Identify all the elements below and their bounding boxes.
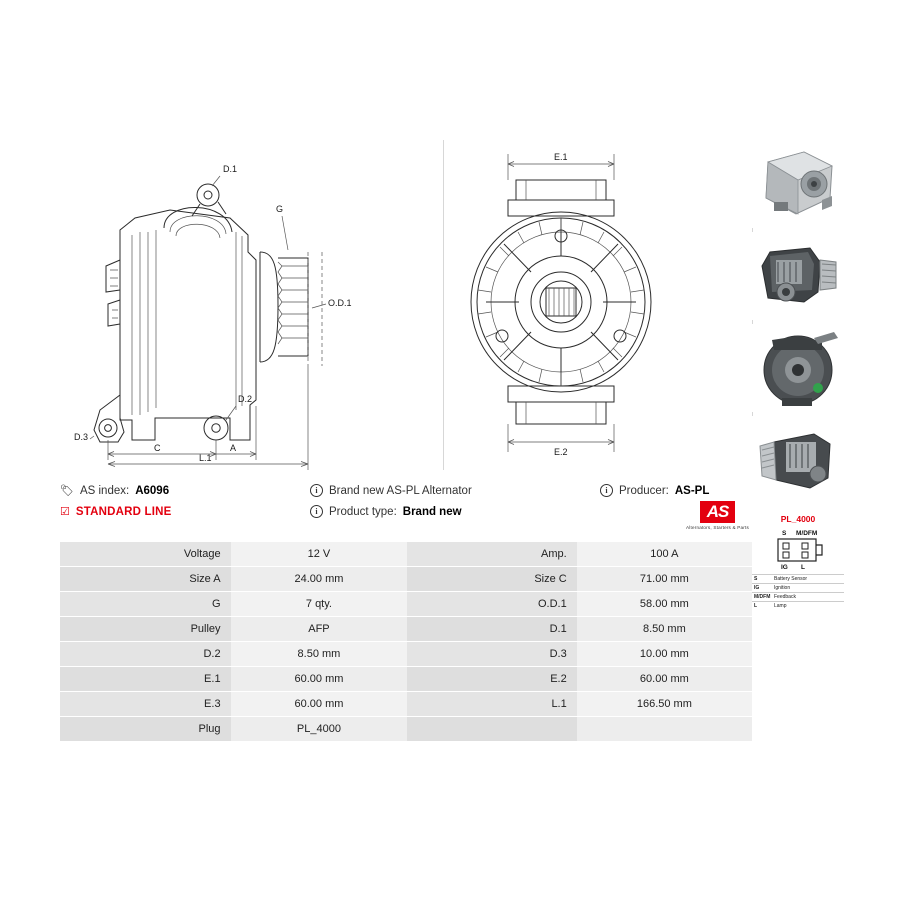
- spec-value: 60.00 mm: [231, 692, 408, 717]
- spec-value: 24.00 mm: [231, 567, 408, 592]
- svg-text:D.3: D.3: [74, 432, 89, 442]
- plug-legend-desc: Feedback: [774, 594, 796, 600]
- info-icon: i: [310, 505, 323, 518]
- standard-line-label: STANDARD LINE: [75, 505, 172, 518]
- brand-new-line: [310, 484, 600, 497]
- info-icon: i: [600, 484, 613, 497]
- producer-value: AS-PL: [674, 484, 710, 497]
- plug-legend-key: IG: [754, 585, 760, 591]
- svg-text:E.2: E.2: [554, 447, 568, 457]
- spec-key: D.3: [407, 642, 576, 667]
- product-photo-2[interactable]: [752, 232, 844, 320]
- spec-value: 71.00 mm: [577, 567, 752, 592]
- plug-legend-key: L: [754, 603, 758, 609]
- checkbox-checked-icon: ☑: [60, 506, 70, 518]
- spec-key: E.1: [60, 667, 231, 692]
- info-column-index: [60, 484, 310, 518]
- product-type-line: [310, 505, 600, 518]
- as-pl-logo-subtitle: Alternators, Starters & Parts: [686, 525, 749, 530]
- product-photo-4[interactable]: [752, 416, 844, 504]
- plug-connector-icon: [752, 527, 844, 571]
- drawing-divider-left: [443, 140, 444, 470]
- spec-value: 166.50 mm: [577, 692, 752, 717]
- plug-legend-key: M/DFM: [754, 594, 771, 600]
- producer-line: [600, 484, 709, 497]
- producer-label: Producer:: [619, 484, 669, 497]
- svg-text:E.1: E.1: [554, 152, 568, 162]
- svg-text:A: A: [230, 443, 237, 453]
- table-row: [60, 617, 752, 642]
- table-row: [60, 542, 752, 567]
- spec-value: 12 V: [231, 542, 408, 567]
- product-photo-rail: [752, 140, 844, 610]
- svg-text:S: S: [782, 530, 787, 537]
- brand-new-text: Brand new AS-PL Alternator: [329, 484, 472, 497]
- svg-text:O.D.1: O.D.1: [328, 298, 352, 308]
- product-info-bar: [60, 484, 840, 530]
- spec-value: 100 A: [577, 542, 752, 567]
- svg-text:L.1: L.1: [199, 453, 212, 463]
- plug-legend-row: [752, 574, 844, 583]
- product-type-value: Brand new: [402, 505, 462, 518]
- table-row: [60, 642, 752, 667]
- info-column-type: [310, 484, 600, 518]
- svg-text:IG: IG: [781, 564, 788, 571]
- spec-key: E.2: [407, 667, 576, 692]
- table-row: [60, 592, 752, 617]
- spec-value: 8.50 mm: [231, 642, 408, 667]
- product-photo-1[interactable]: [752, 140, 844, 228]
- plug-title: PL_4000: [780, 514, 816, 524]
- spec-value: 8.50 mm: [577, 617, 752, 642]
- plug-legend-row: [752, 583, 844, 592]
- product-sheet: [60, 140, 840, 742]
- technical-drawings: [60, 140, 840, 470]
- spec-key: Pulley: [60, 617, 231, 642]
- svg-text:D.1: D.1: [223, 164, 238, 174]
- as-index-value: A6096: [135, 484, 170, 497]
- spec-value: 58.00 mm: [577, 592, 752, 617]
- info-icon: i: [310, 484, 323, 497]
- plug-legend: [752, 574, 844, 610]
- spec-value: PL_4000: [231, 717, 408, 742]
- spec-key: L.1: [407, 692, 576, 717]
- plug-legend-desc: Lamp: [774, 603, 787, 609]
- svg-text:C: C: [154, 443, 161, 453]
- spec-key: [407, 717, 576, 742]
- front-view-drawing: [456, 140, 746, 470]
- spec-key: Size C: [407, 567, 576, 592]
- spec-value: 60.00 mm: [231, 667, 408, 692]
- spec-key: D.1: [407, 617, 576, 642]
- as-index-line: [60, 484, 310, 497]
- spec-key: Size A: [60, 567, 231, 592]
- plug-legend-desc: Battery Sensor: [774, 576, 808, 582]
- table-row: [60, 692, 752, 717]
- product-type-label: Product type:: [329, 505, 397, 518]
- svg-text:M/DFM: M/DFM: [796, 530, 818, 537]
- spec-key: G: [60, 592, 231, 617]
- plug-legend-row: [752, 601, 844, 610]
- spec-value: 7 qty.: [231, 592, 408, 617]
- spec-value: [577, 717, 752, 742]
- spec-key: Amp.: [407, 542, 576, 567]
- plug-legend-key: S: [754, 576, 758, 582]
- as-index-label: AS index:: [79, 484, 130, 497]
- plug-diagram-card: [752, 514, 844, 610]
- spec-value: AFP: [231, 617, 408, 642]
- product-photo-3[interactable]: [752, 324, 844, 412]
- side-view-drawing: [60, 140, 390, 470]
- table-row: [60, 717, 752, 742]
- as-pl-logo-mark: AS: [700, 501, 736, 523]
- table-row: [60, 667, 752, 692]
- spec-key: D.2: [60, 642, 231, 667]
- spec-key: Voltage: [60, 542, 231, 567]
- table-row: [60, 567, 752, 592]
- plug-legend-row: [752, 592, 844, 601]
- svg-text:D.2: D.2: [238, 394, 253, 404]
- spec-value: 60.00 mm: [577, 667, 752, 692]
- spec-key: Plug: [60, 717, 231, 742]
- svg-text:G: G: [276, 204, 284, 214]
- spec-value: 10.00 mm: [577, 642, 752, 667]
- standard-line-badge: [60, 505, 310, 518]
- spec-key: O.D.1: [407, 592, 576, 617]
- spec-key: E.3: [60, 692, 231, 717]
- svg-text:L: L: [801, 564, 805, 571]
- plug-legend-desc: Ignition: [774, 585, 791, 591]
- tag-icon: 🏷: [60, 485, 74, 497]
- as-pl-logo: [686, 501, 749, 530]
- specification-table: [60, 542, 752, 742]
